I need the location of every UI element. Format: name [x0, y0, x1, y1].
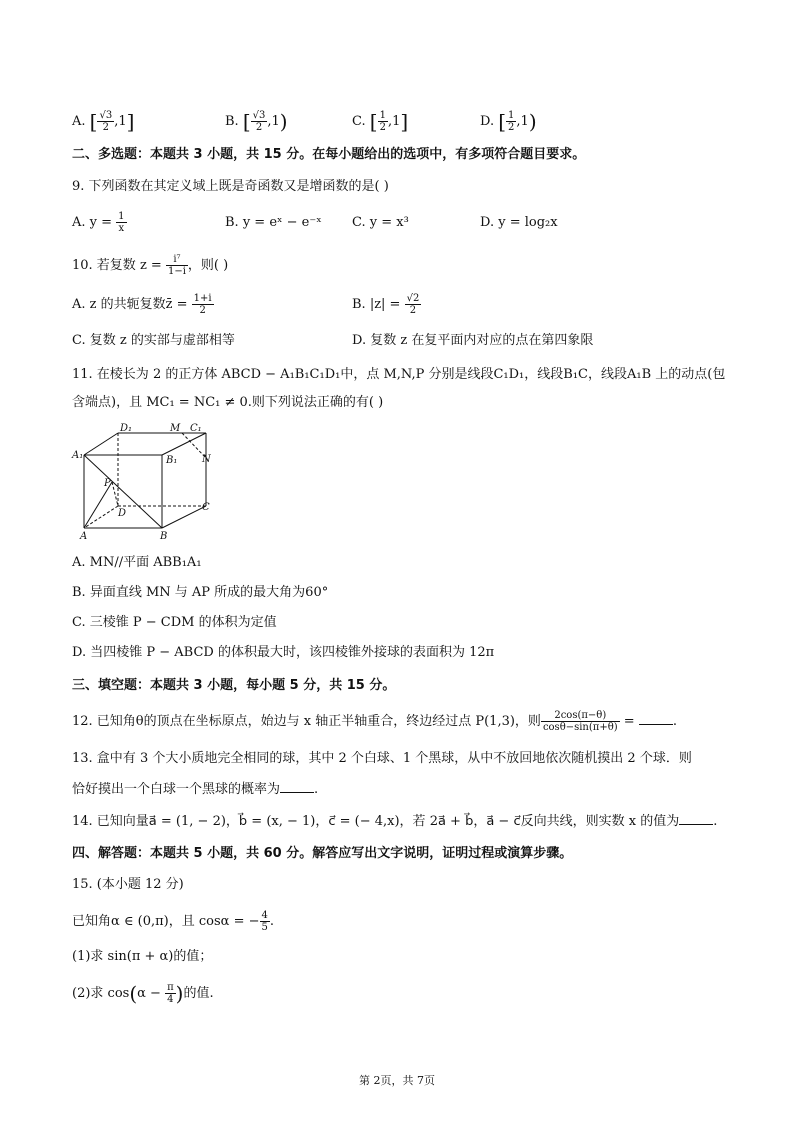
- q13-line2: 恰好摸出一个白球一个黑球的概率为 .: [72, 782, 319, 797]
- section-3-heading: 三、填空题：本题共 3 小题，每小题 5 分，共 15 分。: [72, 678, 396, 693]
- label-A1: A₁: [72, 450, 84, 461]
- section-4-heading: 四、解答题：本题共 5 小题，共 60 分。解答应写出文字说明，证明过程或演算步骤。: [72, 846, 573, 861]
- q11-stem-line2: 含端点)，且 MC₁ = NC₁ ≠ 0.则下列说法正确的有( ): [72, 395, 384, 410]
- label-M: M: [170, 423, 181, 434]
- label-C1: C₁: [190, 423, 202, 434]
- q14-answer-blank: [679, 812, 713, 825]
- q10-stem: 10. 若复数 z = $\frac{\text{i⁷}}{1-i}$ ，则( ): [72, 254, 229, 277]
- label-D1: D₁: [120, 423, 133, 434]
- q15-given: 已知角α ∈ (0,π)，且 cosα = − $\frac{4}{5}$ .: [72, 910, 275, 933]
- q12-stem: 12. 已知角θ的顶点在坐标原点，始边与 x 轴正半轴重合，终边经过点 P(1,3)，则 $\frac{2\cos(\pi-\theta)}{\cos\theta-\sin(\pi+\theta)}$ = .: [72, 710, 677, 733]
- q9-option-a: A. y = $\frac{1}{x}$: [72, 211, 125, 234]
- q11-option-a: A. MN//平面 ABB₁A₁: [72, 555, 202, 570]
- cube-figure: [70, 420, 220, 545]
- q15-part2: (2)求 cos(α − $\frac{\pi}{4}$ )的值.: [72, 981, 214, 1006]
- q8-option-b: B. [ $\frac{√3}{2}$ ,1): [225, 109, 288, 134]
- q13-line1: 13. 盒中有 3 个大小质地完全相同的球，其中 2 个白球、1 个黑球，从中不放回地依次随机摸出 2 个球．则: [72, 751, 692, 766]
- page-footer: 第 2页，共 7页: [359, 1074, 435, 1087]
- q9-option-b: B. y = eˣ − e⁻ˣ: [225, 215, 322, 230]
- q10-option-a: A. z 的共轭复数z̄ = $\frac{1+i}{2}$: [72, 293, 212, 316]
- q10-option-b: B. |z| = $\frac{√2}{2}$: [352, 293, 420, 316]
- label-P: P: [104, 478, 111, 489]
- q11-stem-line1: 11. 在棱长为 2 的正方体 ABCD − A₁B₁C₁D₁中，点 M,N,P 分别是线段C₁D₁，线段B₁C，线段A₁B 上的动点(包: [72, 367, 726, 382]
- q11-option-c: C. 三棱锥 P − CDM 的体积为定值: [72, 615, 277, 630]
- q8-option-a: A. [ $\frac{√3}{2}$ ,1]: [72, 109, 135, 134]
- q11-option-d: D. 当四棱锥 P − ABCD 的体积最大时，该四棱锥外接球的表面积为 12π: [72, 645, 495, 660]
- q12-answer-blank: [639, 712, 673, 725]
- label-B1: B₁: [166, 455, 178, 466]
- q10-option-d: D. 复数 z 在复平面内对应的点在第四象限: [352, 333, 594, 348]
- q8-option-c: C. [ $\frac{1}{2}$ ,1]: [352, 109, 409, 134]
- q15-part1: (1)求 sin(π + α)的值；: [72, 949, 213, 964]
- q13-answer-blank: [280, 780, 314, 793]
- q15-title: 15. (本小题 12 分): [72, 877, 184, 892]
- q14-stem: 14. 已知向量a⃗ = (1, − 2)，b⃗ = (x, − 1)，c⃗ = (− 4,x)，若 2a⃗ + b⃗，a⃗ − c⃗反向共线，则实数 x 的值为 .: [72, 814, 718, 829]
- q9-stem: 9. 下列函数在其定义域上既是奇函数又是增函数的是( ): [72, 179, 389, 194]
- q9-option-c: C. y = x³: [352, 215, 409, 230]
- label-A: A: [80, 531, 88, 542]
- q10-option-c: C. 复数 z 的实部与虚部相等: [72, 333, 235, 348]
- label-C: C: [202, 502, 210, 513]
- q9-option-d: D. y = log₂x: [480, 215, 558, 230]
- q11-option-b: B. 异面直线 MN 与 AP 所成的最大角为60°: [72, 585, 329, 600]
- section-2-heading: 二、多选题：本题共 3 小题，共 15 分。在每小题给出的选项中，有多项符合题目要求。: [72, 147, 586, 162]
- q8-option-d: D. [ $\frac{1}{2}$ ,1): [480, 109, 537, 134]
- label-D: D: [118, 508, 127, 519]
- label-B: B: [160, 531, 168, 542]
- label-N: N: [202, 454, 211, 465]
